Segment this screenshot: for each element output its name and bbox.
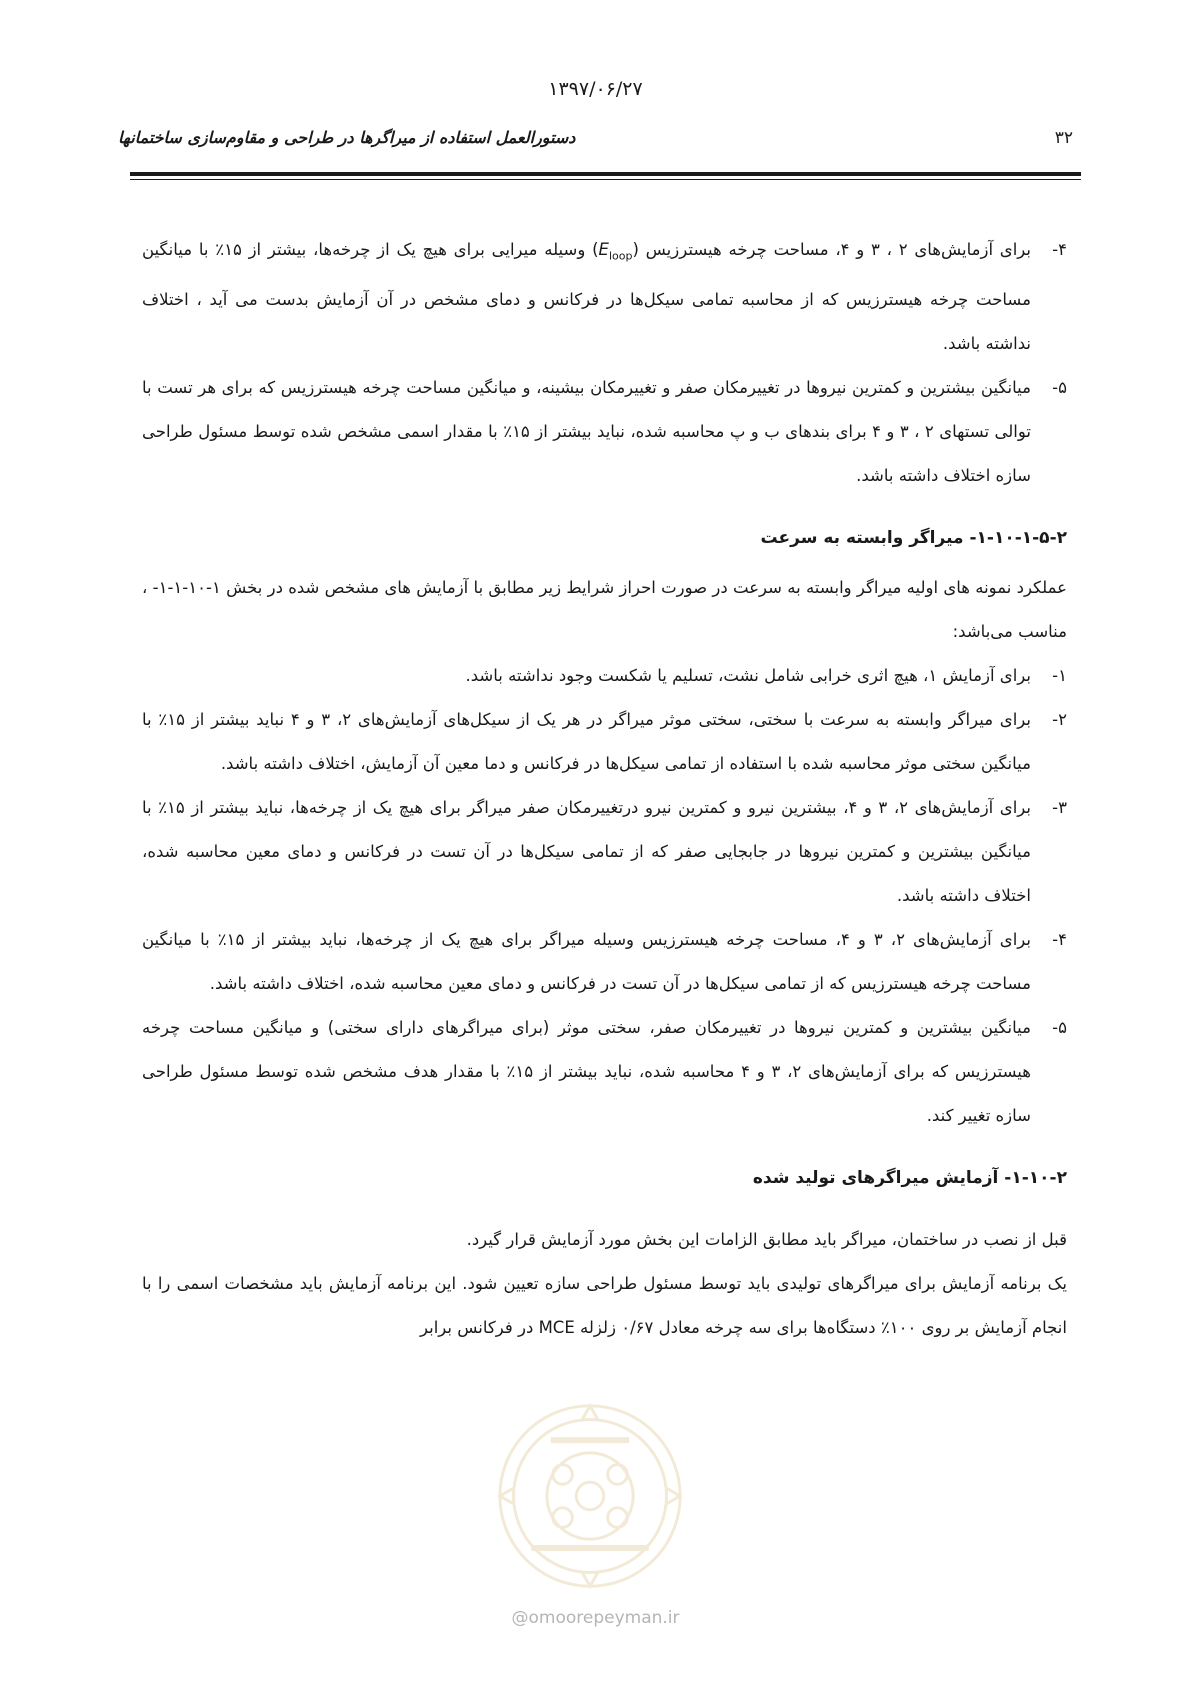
list-item-text: میانگین بیشترین و کمترین نیروها در تغییرمکان صفر و تغییرمکان بیشینه، و میانگین مساحت چرخه هیسترزیس که برای هر تست با توالی تستهای ۲ ، ۳ و ۴ برای بندهای ب و پ محاسبه شده، نباید بیشتر از ۱۵٪ با مقدار اسمی مشخص شده توسط مسئول طراحی سازه اختلاف داشته باشد. [142, 378, 1031, 486]
section-heading-velocity-dependent: ۱-۱۰-۱-۵-۲- میراگر وابسته به سرعت [760, 528, 1067, 549]
watermark-seal-icon [492, 1398, 688, 1594]
list-item-number: ۴- [1052, 930, 1067, 950]
list-item-number: ۵- [1052, 1018, 1067, 1038]
watermark-url: @omoorepeyman.ir [511, 1608, 680, 1628]
list-item-number: ۱- [1052, 666, 1067, 686]
e-loop-symbol: $E_{loop}$ [598, 240, 633, 263]
list-item-number: ۵- [1052, 378, 1067, 398]
list-item [142, 366, 1067, 498]
list-item [142, 228, 1067, 366]
list-item [142, 1006, 1067, 1138]
section-intro-paragraph: عملکرد نمونه های اولیه میراگر وابسته به سرعت در صورت احراز شرایط زیر مطابق با آزمایش های مشخص شده در بخش ۱-۱۰-۱-۱- ، مناسب می‌باشد: [142, 578, 1068, 642]
document-body [142, 228, 1067, 1350]
section-paragraph: یک برنامه آزمایش برای میراگرهای تولیدی باید توسط مسئول طراحی سازه تعیین شود. این برنامه آزمایش باید مشخصات اسمی را با انجام آزمایش بر روی ۱۰۰٪ دستگاه‌ها برای سه چرخه معادل ۰/۶۷ زلزله MCE در فرکانس برابر [142, 1274, 1067, 1338]
header-rule-thick [130, 172, 1081, 176]
list-item [142, 654, 1067, 698]
list-item-text: برای آزمایش‌های ۲، ۳ و ۴، مساحت چرخه هیسترزیس وسیله میراگر برای هیچ یک از چرخه‌ها، نباید بیشتر از ۱۵٪ با میانگین مساحت چرخه هیسترزیس که از تمامی سیکل‌ها در آن تست در فرکانس و دمای معین محاسبه شده، اختلاف داشته باشد. [142, 930, 1031, 994]
list-item-text: برای آزمایش‌های ۲، ۳ و ۴، بیشترین نیرو و کمترین نیرو درتغییرمکان صفر میراگر برای هیچ یک از چرخه‌ها، نباید بیشتر از ۱۵٪ با میانگین بیشترین و کمترین نیروها در جابجایی صفر که از تمامی سیکل‌ها در آن تست در فرکانس و دمای معین محاسبه شده، اختلاف داشته باشد. [142, 798, 1031, 906]
list-item [142, 698, 1067, 786]
section-paragraph: قبل از نصب در ساختمان، میراگر باید مطابق الزامات این بخش مورد آزمایش قرار گیرد. [466, 1230, 1067, 1250]
list-item-text: میانگین بیشترین و کمترین نیروها در تغییرمکان صفر، سختی موثر (برای میراگرهای دارای سختی) و میانگین مساحت چرخه هیسترزیس که برای آزمایش‌های ۲، ۳ و ۴ محاسبه شده، نباید بیشتر از ۱۵٪ با مقدار هدف مشخص شده توسط مسئول طراحی سازه تغییر کند. [142, 1018, 1031, 1126]
running-header-title: دستورالعمل استفاده از میراگرها در طراحی و مقاوم‌سازی ساختمانها [118, 128, 576, 147]
list-item-text: برای آزمایش‌های ۲ ، ۳ و ۴، مساحت چرخه هیسترزیس $(E_{loop})$ وسیله میرایی برای هیچ یک از چرخه‌ها، بیشتر از ۱۵٪ با میانگین مساحت چرخه هیسترزیس که از محاسبه تمامی سیکل‌ها در فرکانس و دمای مشخص در آن آزمایش بدست می آید ، اختلاف نداشته باشد. [142, 240, 1032, 354]
list-item-number: ۳- [1052, 798, 1067, 818]
header-rule-thin [130, 179, 1081, 180]
list-item-number: ۲- [1052, 710, 1067, 730]
section-heading-production-testing: ۱-۱۰-۲- آزمایش میراگرهای تولید شده [752, 1168, 1067, 1189]
list-item-text: برای میراگر وابسته به سرعت با سختی، سختی موثر میراگر در هر یک از سیکل‌های آزمایش‌های ۲، ۳ و ۴ نباید بیشتر از ۱۵٪ با میانگین سختی موثر محاسبه شده با استفاده از تمامی سیکل‌ها در فرکانس و دما معین آن آزمایش، اختلاف داشته باشد. [142, 710, 1031, 774]
list-item [142, 918, 1067, 1006]
list-item [142, 786, 1067, 918]
document-date: ۱۳۹۷/۰۶/۲۷ [548, 78, 643, 100]
list-item-number: ۴- [1052, 240, 1067, 259]
page-number: ۳۲ [1054, 128, 1073, 148]
list-item-text: برای آزمایش ۱، هیچ اثری خرابی شامل نشت، تسلیم یا شکست وجود نداشته باشد. [465, 666, 1031, 686]
